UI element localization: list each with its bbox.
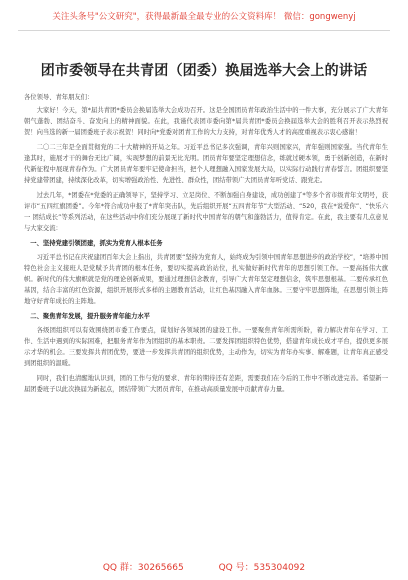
paragraph-2: 二〇二三年是全面贯彻党的二十大精神的开局之年。习近平总书记多次强调，青年兴则国家兴，青年强则国家强。当代青年生逢其时，施展才干的舞台无比广阔，实现梦想的前景无比光明。团员青年要坚定理想信念，练就过硬本领，勇于创新创造，在新时代新征程中展现青春作为。广大团员青年要牢记使命担当，把个人理想融入国家发展大局，以实际行动践行青春誓言。团组织要坚持党建带团建，持续深化改革，切实增强政治性、先进性、群众性，团结带领广大团员青年听党话、跟党走。 — [24, 144, 388, 184]
paragraph-1: 大家好！今天，第*届共青团*委员会换届选举大会成功召开。这是全国团员青年政治生活中的一件大事，充分展示了广大青年朝气蓬勃、团结奋斗、奋发向上的精神面貌。在此，我谨代表团市委向第*届共青团*委员会换届选举大会的胜利召开表示热烈祝贺！向当选的新一届团委班子表示祝贺！同时向*党委对团青工作的大力支持，对青年优秀人才的高度重视表示衷心感谢！ — [24, 107, 388, 136]
section-heading-2: 二、聚焦青年发展，提升服务青年能力水平 — [30, 313, 150, 320]
paragraph-5: 各级团组织可以有效围绕团市委工作要点，谋划好各领域团的建设工作。一要聚焦青年所需所盼，着力解决青年在学习、工作、生活中遇到的实际困难，把服务青年作为团组织的基本职责。二要发挥团组织特色优势，搭建青年成长成才平台，提供更多展示才华的机会。三要发挥共青团优势，要进一步发挥共青团的组织优势，主动作为，切实为青年办实事、解难题，让青年真正感受到团组织的温暖。 — [24, 327, 388, 367]
footer-qq-group: QQ 群：30265665 — [102, 563, 184, 573]
footer-contacts — [0, 560, 408, 576]
footer-qq-number: QQ 号：535304092 — [218, 563, 306, 573]
paragraph-6: 同时，我们也清醒地认识到，团的工作与党的要求、青年的期待还有差距，需要我们在今后的工作中不断改进完善。希望新一届团委班子以此次换届为新起点，团结带领广大团员青年，在推动高质量发展中贡献青春力量。 — [24, 375, 388, 393]
header-divider — [18, 30, 390, 31]
section-heading-1: 一、坚持党建引领团建，抓实为党育人根本任务 — [30, 240, 163, 247]
paragraph-3: 过去几年，*团委在*党委的正确领导下，坚持学习、立足岗位、不断加强自身建设，成功创建了*等多个省市级青年文明号，获评市“五四红旗团委”。今年*符合成功申报了*青年突击队，先后组织开展“五四青年节”大型活动、“520，我在*说爱你”、“快乐六一 团结成长”等系列活动，在这些活动中你们充分展现了新时代中国青年的朝气和蓬勃活力，值得肯定。在此，我主要有几点意见与大家交流： — [24, 192, 388, 232]
greeting: 各位领导、青年朋友们： — [24, 94, 94, 101]
paragraph-4: 习近平总书记在庆祝建团百年大会上指出，共青团要“坚持为党育人，始终成为引领中国青年思想进步的政治学校”，“培养中国特色社会主义接班人是党赋予共青团的根本任务，要切实提高政治站位，扎实做好新时代青年的思想引领工作。一要高扬伟大旗帜。新时代的伟大旗帜就是党的理论创新成果，要通过理想信念教育，引导广大青年坚定理想信念，筑牢思想根基。二要传承红色基因，结合丰富的红色资源，组织开展形式多样的主题教育活动，让红色基因融入青年血脉。三要守牢思想阵地，在思想引领主阵地守好青年成长的主阵地。 — [24, 254, 388, 305]
document-body — [24, 92, 388, 399]
top-banner: 关注头条号"公文研究"，获得最新最全最专业的公文资料库！ 微信：gongwenyj — [52, 12, 356, 22]
document-title: 团市委领导在共青团（团委）换届选举大会上的讲话 — [40, 63, 368, 79]
